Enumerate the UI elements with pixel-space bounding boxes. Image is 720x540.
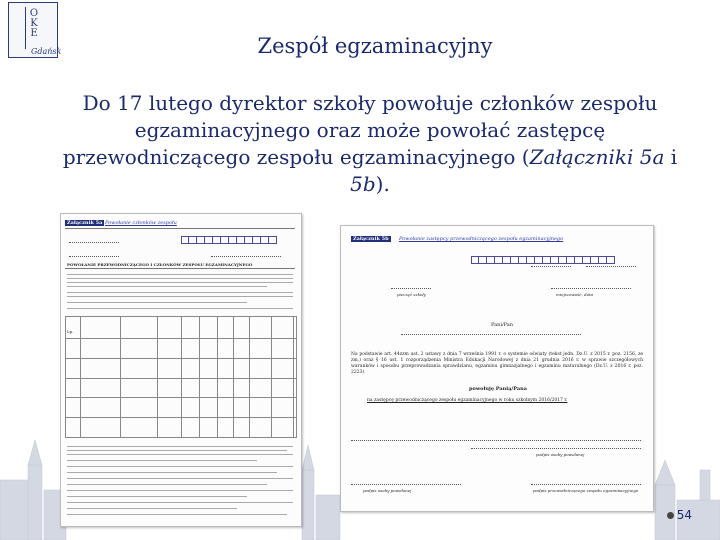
attachment-5a-image <box>60 213 302 527</box>
attachment-5b-image <box>340 225 654 512</box>
logo-letter: E <box>30 28 38 39</box>
intro-text-end: ). <box>375 172 390 196</box>
doc-b-role: na zastępcę przewodniczącego zespołu egzaminacyjnego w roku szkolnym 2016/2017 r. <box>367 398 568 403</box>
doc-b-appoint: powołuję Panią/Pana <box>469 386 527 392</box>
logo-letter: K <box>30 18 38 29</box>
doc-a-lp: Lp. <box>67 329 74 334</box>
logo-city: Gdańsk <box>31 47 62 56</box>
doc-b-sign-left: podpis osoby powołanej <box>363 488 412 493</box>
doc-b-subtitle: Powołanie zastępcy przewodniczącego zespołu egzaminacyjnego <box>399 236 564 242</box>
doc-b-code-cells <box>471 256 615 264</box>
doc-b-body: Na podstawie art. 44zzm ust. 2 ustawy z dnia 7 września 1991 r. o systemie oświaty (tekst jedn. Dz.U. z 2015 r. poz. 2156, ze zm.) oraz § 16 ust. 1 rozporządzenia Ministra Edukacji Narodowej z dnia 21 grudnia 2016 r. w sprawie szczegółowych warunków i sposobu przeprowadzania sprawdzianu, egzaminu gimnazjalnego i egzaminu maturalnego (Dz.U. z 2016 r. poz. 2223) <box>351 352 643 375</box>
doc-a-heading: POWOŁANIE PRZEWODNICZĄCEGO I CZŁONKÓW ZESPOŁU EGZAMINACYJNEGO <box>67 262 253 267</box>
doc-a-table <box>65 316 297 438</box>
doc-a-subtitle: Powołanie członków zespołu <box>105 220 177 226</box>
doc-b-addressee: Pani/Pan <box>491 322 513 328</box>
doc-b-label: Załącznik 5b <box>353 236 389 242</box>
doc-b-sign-left-label: podpis osoby powołanej <box>536 452 585 457</box>
doc-b-place-date: miejscowość, data <box>556 292 593 297</box>
intro-text-mid: i <box>664 145 678 169</box>
slide-number <box>667 508 692 522</box>
intro-text: Do 17 lutego dyrektor szkoły powołuje członków zespołu egzaminacyjnego oraz może powołać zastępcę przewodniczącego zespołu egzaminacyjnego ( <box>62 91 658 169</box>
doc-a-label: Załącznik 5a <box>67 220 103 226</box>
logo-letter: O <box>29 8 39 19</box>
intro-paragraph <box>50 90 690 198</box>
doc-a-code-cells <box>181 236 277 244</box>
doc-b-sign-right: podpis przewodniczącego zespołu egzaminacyjnego <box>533 488 639 493</box>
intro-italic-5b: 5b <box>350 172 376 196</box>
intro-italic-5a: Załączniki 5a <box>529 145 665 169</box>
page-title: Zespół egzaminacyjny <box>257 34 493 58</box>
slide-number-text: 54 <box>676 508 692 522</box>
doc-b-school-stamp: pieczęć szkoły <box>397 292 426 297</box>
bullet-icon <box>667 512 674 519</box>
